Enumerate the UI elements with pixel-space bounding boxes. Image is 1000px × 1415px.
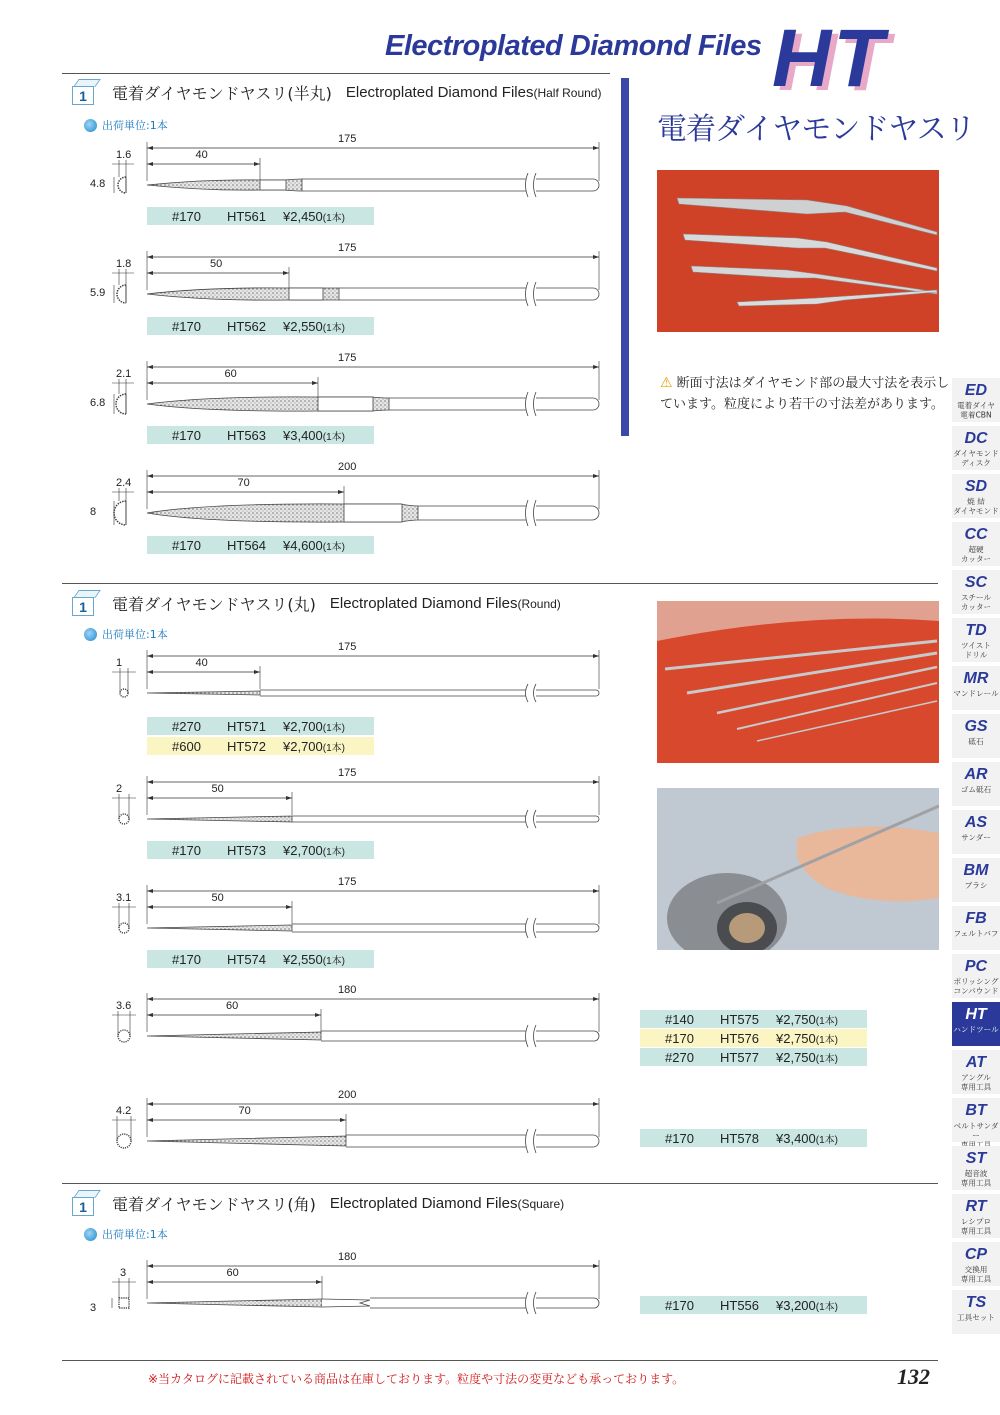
ht-logo: HT bbox=[772, 13, 886, 104]
break-mark-icon bbox=[526, 810, 537, 828]
side-tab-label: フェルトバフ bbox=[953, 929, 999, 938]
shank-end bbox=[536, 690, 599, 696]
overall-length: 180 bbox=[338, 1251, 357, 1263]
grit: #170 bbox=[172, 537, 201, 553]
cutting-area-length: 50 bbox=[210, 258, 223, 270]
item-code: HT574 bbox=[227, 951, 267, 967]
break-mark-icon bbox=[526, 1025, 537, 1047]
section-title-jp: 電着ダイヤモンドヤスリ(半丸) bbox=[112, 83, 332, 103]
side-tab-code: TD bbox=[965, 622, 987, 639]
cutting-area-length: 50 bbox=[211, 892, 224, 904]
arrow-left-icon bbox=[147, 1102, 153, 1106]
cutting-area-length: 40 bbox=[195, 149, 208, 161]
side-tab-at[interactable] bbox=[952, 1050, 1000, 1096]
price: ¥2,750(1本) bbox=[776, 1030, 838, 1046]
shank bbox=[260, 690, 526, 696]
uncoated-section bbox=[318, 397, 373, 411]
price-row bbox=[147, 426, 374, 444]
price-row bbox=[640, 1029, 867, 1047]
arrow-left-icon bbox=[147, 490, 153, 494]
arrow-right-icon bbox=[593, 146, 599, 150]
shank bbox=[346, 1135, 526, 1147]
price: ¥2,450(1本) bbox=[283, 208, 345, 224]
overall-length: 175 bbox=[338, 242, 357, 254]
side-tab-code: TS bbox=[965, 1294, 987, 1311]
side-tab-code: RT bbox=[965, 1198, 987, 1215]
diamond-coated-section bbox=[147, 925, 292, 931]
round-cross-section-icon bbox=[120, 689, 128, 697]
side-tab-label: 交換用 専用工具 bbox=[960, 1265, 992, 1284]
arrow-right-icon bbox=[312, 381, 318, 385]
round-files-photo bbox=[657, 601, 939, 763]
price: ¥2,700(1本) bbox=[283, 718, 345, 734]
side-tab-label: ダイヤモンド ディスク bbox=[953, 449, 999, 468]
price-row bbox=[147, 207, 374, 225]
break-mark-icon bbox=[526, 918, 537, 938]
price-row bbox=[147, 717, 374, 735]
side-tab-code: MR bbox=[963, 670, 989, 687]
half-round-files-photo bbox=[657, 170, 939, 332]
uncoated-section bbox=[260, 180, 286, 190]
break-mark-icon bbox=[526, 1292, 537, 1314]
item-code: HT577 bbox=[720, 1049, 760, 1065]
section-title-en: Electroplated Diamond Files(Square) bbox=[329, 1194, 565, 1212]
side-tab-label: 超硬 カッター bbox=[960, 545, 992, 564]
arrow-left-icon bbox=[147, 146, 153, 150]
arrow-left-icon bbox=[147, 997, 153, 1001]
shipping-unit: 出荷単位:1本 bbox=[84, 117, 168, 133]
grit: #170 bbox=[665, 1030, 694, 1046]
price: ¥3,400(1本) bbox=[776, 1130, 838, 1146]
shank bbox=[321, 1031, 526, 1041]
side-tab-pc[interactable] bbox=[952, 954, 1000, 1000]
side-tab-label: ベルトサンダー bbox=[953, 1121, 999, 1140]
side-tab-label: スチール カッター bbox=[960, 593, 992, 612]
cross-section-diameter: 4.2 bbox=[116, 1105, 132, 1117]
arrow-right-icon bbox=[593, 1264, 599, 1268]
side-tab-label: ブラシ bbox=[964, 881, 988, 890]
side-tab-ts[interactable] bbox=[952, 1290, 1000, 1336]
side-tab-code: SD bbox=[964, 478, 988, 495]
arrow-left-icon bbox=[147, 271, 153, 275]
arrow-right-icon bbox=[286, 905, 292, 909]
diamond-coated-section bbox=[147, 1299, 322, 1307]
cross-section-width: 1.6 bbox=[116, 149, 132, 161]
grit: #170 bbox=[172, 208, 201, 224]
overall-length: 175 bbox=[338, 767, 357, 779]
shank bbox=[292, 816, 526, 822]
price-row bbox=[147, 737, 374, 755]
price: ¥2,550(1本) bbox=[283, 951, 345, 967]
arrow-right-icon bbox=[593, 365, 599, 369]
half-round-cross-section-icon bbox=[116, 394, 126, 414]
item-code: HT561 bbox=[227, 208, 267, 224]
arrow-right-icon bbox=[593, 474, 599, 478]
side-tab-sc[interactable] bbox=[952, 570, 1000, 616]
cutting-area-length: 60 bbox=[226, 1000, 239, 1012]
side-tab-cc[interactable] bbox=[952, 522, 1000, 568]
item-code: HT571 bbox=[227, 718, 267, 734]
shank-end bbox=[536, 1031, 599, 1041]
cutting-area-length: 70 bbox=[237, 477, 250, 489]
side-tab-code: DC bbox=[964, 430, 988, 447]
half-round-cross-section-icon bbox=[114, 501, 126, 525]
overall-length: 175 bbox=[338, 876, 357, 888]
price-row bbox=[147, 841, 374, 859]
arrow-right-icon bbox=[338, 490, 344, 494]
side-tab-code: FB bbox=[965, 910, 987, 927]
price-row bbox=[640, 1296, 867, 1314]
catalog-title-en: Electroplated Diamond Files bbox=[385, 30, 762, 62]
side-tab-sd[interactable] bbox=[952, 474, 1000, 520]
arrow-left-icon bbox=[147, 381, 153, 385]
cross-section-width: 1.8 bbox=[116, 258, 132, 270]
price-row bbox=[640, 1048, 867, 1066]
arrow-right-icon bbox=[316, 1280, 322, 1284]
stock-note: ※当カタログに記載されている商品は在庫しております。粒度や寸法の変更なども承っております。 bbox=[148, 1372, 685, 1386]
grit: #270 bbox=[172, 718, 201, 734]
cross-section-diameter: 2 bbox=[116, 783, 123, 795]
cross-section-width: 2.4 bbox=[116, 477, 132, 489]
price-row bbox=[640, 1129, 867, 1147]
item-code: HT576 bbox=[720, 1030, 760, 1046]
section-title-en: Electroplated Diamond Files(Round) bbox=[329, 594, 561, 612]
box-quantity-icon: 1 bbox=[70, 1189, 100, 1217]
grit: #170 bbox=[665, 1297, 694, 1313]
side-tab-label: レシプロ 専用工具 bbox=[960, 1217, 992, 1236]
shank-end bbox=[536, 1135, 599, 1147]
price: ¥2,700(1本) bbox=[283, 842, 345, 858]
cutting-area-length: 60 bbox=[226, 1267, 239, 1279]
shank-end bbox=[536, 1298, 599, 1308]
item-code: HT564 bbox=[227, 537, 267, 553]
grit: #600 bbox=[172, 738, 201, 754]
arrow-left-icon bbox=[147, 1280, 153, 1284]
side-tab-bt[interactable] bbox=[952, 1098, 1000, 1144]
side-tab-bm[interactable] bbox=[952, 858, 1000, 904]
side-tab-code: PC bbox=[964, 958, 988, 975]
side-tab-code: HT bbox=[965, 1006, 987, 1023]
uncoated-section bbox=[344, 504, 402, 522]
overall-length: 200 bbox=[338, 461, 357, 473]
cutting-area-length: 50 bbox=[211, 783, 224, 795]
arrow-left-icon bbox=[147, 365, 153, 369]
arrow-right-icon bbox=[283, 271, 289, 275]
side-tab-code: ED bbox=[964, 382, 988, 399]
price-row bbox=[147, 536, 374, 554]
price: ¥2,700(1本) bbox=[283, 738, 345, 754]
overall-length: 200 bbox=[338, 1089, 357, 1101]
grit: #170 bbox=[665, 1130, 694, 1146]
arrow-left-icon bbox=[147, 255, 153, 259]
break-mark-icon bbox=[526, 392, 537, 416]
half-round-cross-section-icon bbox=[118, 177, 126, 193]
box-quantity-icon: 1 bbox=[70, 589, 100, 617]
square-cross-section-icon bbox=[119, 1298, 129, 1308]
arrow-right-icon bbox=[593, 1102, 599, 1106]
price: ¥4,600(1本) bbox=[283, 537, 345, 553]
shank bbox=[389, 398, 526, 410]
side-tab-rt[interactable] bbox=[952, 1194, 1000, 1240]
box-quantity-icon: 1 bbox=[70, 78, 100, 106]
arrow-right-icon bbox=[593, 255, 599, 259]
overall-length: 180 bbox=[338, 984, 357, 996]
side-tab-label: 電着ダイヤ 電着CBN bbox=[957, 401, 995, 420]
cutting-area-length: 40 bbox=[195, 657, 208, 669]
side-tab-gs[interactable] bbox=[952, 714, 1000, 760]
grit: #170 bbox=[172, 427, 201, 443]
price-row bbox=[640, 1010, 867, 1028]
arrow-left-icon bbox=[147, 670, 153, 674]
arrow-right-icon bbox=[254, 670, 260, 674]
side-tab-label: 砥石 bbox=[968, 737, 984, 746]
shank-end bbox=[536, 288, 599, 300]
arrow-right-icon bbox=[315, 1013, 321, 1017]
side-tab-code: CC bbox=[964, 526, 988, 543]
section-title-jp: 電着ダイヤモンドヤスリ(丸) bbox=[112, 594, 316, 614]
side-tab-td[interactable] bbox=[952, 618, 1000, 664]
break-mark-icon bbox=[526, 684, 537, 702]
cutting-area-length: 70 bbox=[238, 1105, 251, 1117]
cross-section-height: 3 bbox=[90, 1302, 97, 1314]
cross-section-height: 4.8 bbox=[90, 178, 106, 190]
uncoated-section bbox=[289, 288, 323, 300]
side-tab-label: マンドレール bbox=[953, 689, 999, 698]
price: ¥3,200(1本) bbox=[776, 1297, 838, 1313]
round-cross-section-icon bbox=[117, 1134, 131, 1148]
shipping-unit: 出荷単位:1本 bbox=[84, 626, 168, 642]
side-tab-label: 工具セット bbox=[957, 1313, 995, 1322]
dimension-warning: ⚠ 断面寸法はダイヤモンド部の最大寸法を表示しています。粒度により若干の寸法差があります。 bbox=[660, 375, 950, 412]
grit: #170 bbox=[172, 951, 201, 967]
page-number: 132 bbox=[897, 1364, 930, 1389]
catalog-title-jp: 電着ダイヤモンドヤスリ bbox=[657, 112, 975, 147]
overall-length: 175 bbox=[338, 133, 357, 145]
side-tab-label: ツイスト ドリル bbox=[961, 641, 991, 660]
side-tab-ar[interactable] bbox=[952, 762, 1000, 808]
arrow-left-icon bbox=[147, 796, 153, 800]
side-tab-fb[interactable] bbox=[952, 906, 1000, 952]
diamond-coated-section bbox=[147, 1136, 346, 1146]
cross-section-width: 2.1 bbox=[116, 368, 132, 380]
shank-taper bbox=[322, 1299, 370, 1307]
side-tab-label: アングル 専用工具 bbox=[960, 1073, 992, 1092]
side-tab-code: BT bbox=[965, 1102, 987, 1119]
diamond-coated-section bbox=[147, 1032, 321, 1040]
price-row bbox=[147, 317, 374, 335]
round-cross-section-icon bbox=[119, 923, 129, 933]
side-tab-mr[interactable] bbox=[952, 666, 1000, 712]
price: ¥2,550(1本) bbox=[283, 318, 345, 334]
item-code: HT562 bbox=[227, 318, 267, 334]
side-tab-cp[interactable] bbox=[952, 1242, 1000, 1288]
side-tab-code: ST bbox=[965, 1150, 987, 1167]
grit: #270 bbox=[665, 1049, 694, 1065]
arrow-right-icon bbox=[593, 997, 599, 1001]
item-code: HT572 bbox=[227, 738, 267, 754]
break-mark-icon bbox=[526, 282, 537, 306]
arrow-right-icon bbox=[254, 162, 260, 166]
grit: #140 bbox=[665, 1011, 694, 1027]
grit: #170 bbox=[172, 318, 201, 334]
arrow-left-icon bbox=[147, 1118, 153, 1122]
break-mark-icon bbox=[526, 1129, 537, 1153]
price: ¥3,400(1本) bbox=[283, 427, 345, 443]
side-tab-label: 超音波 専用工具 bbox=[960, 1169, 992, 1188]
shank-end bbox=[536, 816, 599, 822]
shank bbox=[418, 506, 526, 520]
side-tab-label: ゴム砥石 bbox=[960, 785, 992, 794]
arrow-left-icon bbox=[147, 1013, 153, 1017]
arrow-left-icon bbox=[147, 780, 153, 784]
break-mark-icon bbox=[526, 500, 537, 526]
price-row bbox=[147, 950, 374, 968]
item-code: HT556 bbox=[720, 1297, 760, 1313]
side-tab-code: SC bbox=[964, 574, 988, 591]
cross-section-height: 6.8 bbox=[90, 397, 106, 409]
cross-section-diameter: 3.1 bbox=[116, 892, 132, 904]
section-title-jp: 電着ダイヤモンドヤスリ(角) bbox=[112, 1194, 316, 1214]
side-tab-code: AT bbox=[965, 1054, 987, 1071]
cross-section-height: 8 bbox=[90, 506, 97, 518]
arrow-right-icon bbox=[593, 780, 599, 784]
side-tab-code: GS bbox=[964, 718, 988, 735]
round-cross-section-icon bbox=[119, 814, 129, 824]
side-tab-label: ポリッシング コンパウンド bbox=[953, 977, 999, 996]
arrow-right-icon bbox=[286, 796, 292, 800]
overall-length: 175 bbox=[338, 641, 357, 653]
overall-length: 175 bbox=[338, 352, 357, 364]
section-title-en: Electroplated Diamond Files(Half Round) bbox=[345, 83, 602, 101]
item-code: HT578 bbox=[720, 1130, 760, 1146]
side-tab-code: BM bbox=[963, 862, 989, 879]
file-in-use-photo bbox=[657, 788, 939, 950]
arrow-left-icon bbox=[147, 654, 153, 658]
break-mark-icon bbox=[526, 173, 537, 197]
shank-end bbox=[536, 924, 599, 932]
cross-section-diameter: 1 bbox=[116, 657, 123, 669]
side-tab-label: 焼 結 ダイヤモンド bbox=[953, 497, 999, 516]
shipping-unit: 出荷単位:1本 bbox=[84, 1226, 168, 1242]
diamond-coated-section bbox=[147, 691, 260, 695]
shank bbox=[292, 924, 526, 932]
warning-icon: ⚠ bbox=[660, 375, 673, 391]
cutting-area-length: 60 bbox=[224, 368, 237, 380]
side-tab-st[interactable] bbox=[952, 1146, 1000, 1192]
item-code: HT575 bbox=[720, 1011, 760, 1027]
side-tab-label: ハンドツール bbox=[953, 1025, 999, 1034]
item-code: HT563 bbox=[227, 427, 267, 443]
shank bbox=[339, 288, 526, 300]
round-cross-section-icon bbox=[118, 1030, 130, 1042]
shank-end bbox=[536, 398, 599, 410]
side-tab-label: サンダー bbox=[961, 833, 991, 842]
cross-section-width: 3 bbox=[120, 1267, 127, 1279]
side-tab-code: AS bbox=[964, 814, 988, 831]
shank bbox=[302, 179, 526, 191]
price: ¥2,750(1本) bbox=[776, 1049, 838, 1065]
arrow-left-icon bbox=[147, 889, 153, 893]
arrow-left-icon bbox=[147, 162, 153, 166]
side-tab-as[interactable] bbox=[952, 810, 1000, 856]
arrow-right-icon bbox=[593, 889, 599, 893]
arrow-right-icon bbox=[340, 1118, 346, 1122]
side-tab-ht[interactable] bbox=[952, 1002, 1000, 1048]
half-round-cross-section-icon bbox=[117, 285, 126, 303]
price: ¥2,750(1本) bbox=[776, 1011, 838, 1027]
cross-section-diameter: 3.6 bbox=[116, 1000, 132, 1012]
side-tab-code: AR bbox=[964, 766, 988, 783]
arrow-left-icon bbox=[147, 905, 153, 909]
arrow-left-icon bbox=[147, 1264, 153, 1268]
shank-end bbox=[536, 179, 599, 191]
cross-section-height: 5.9 bbox=[90, 287, 106, 299]
item-code: HT573 bbox=[227, 842, 267, 858]
side-tab-dc[interactable] bbox=[952, 426, 1000, 472]
grit: #170 bbox=[172, 842, 201, 858]
side-tab-code: CP bbox=[964, 1246, 988, 1263]
shank bbox=[370, 1298, 526, 1308]
arrow-right-icon bbox=[593, 654, 599, 658]
shank-end bbox=[536, 506, 599, 520]
diamond-coated-section bbox=[147, 816, 292, 822]
arrow-left-icon bbox=[147, 474, 153, 478]
side-tab-ed[interactable] bbox=[952, 378, 1000, 424]
